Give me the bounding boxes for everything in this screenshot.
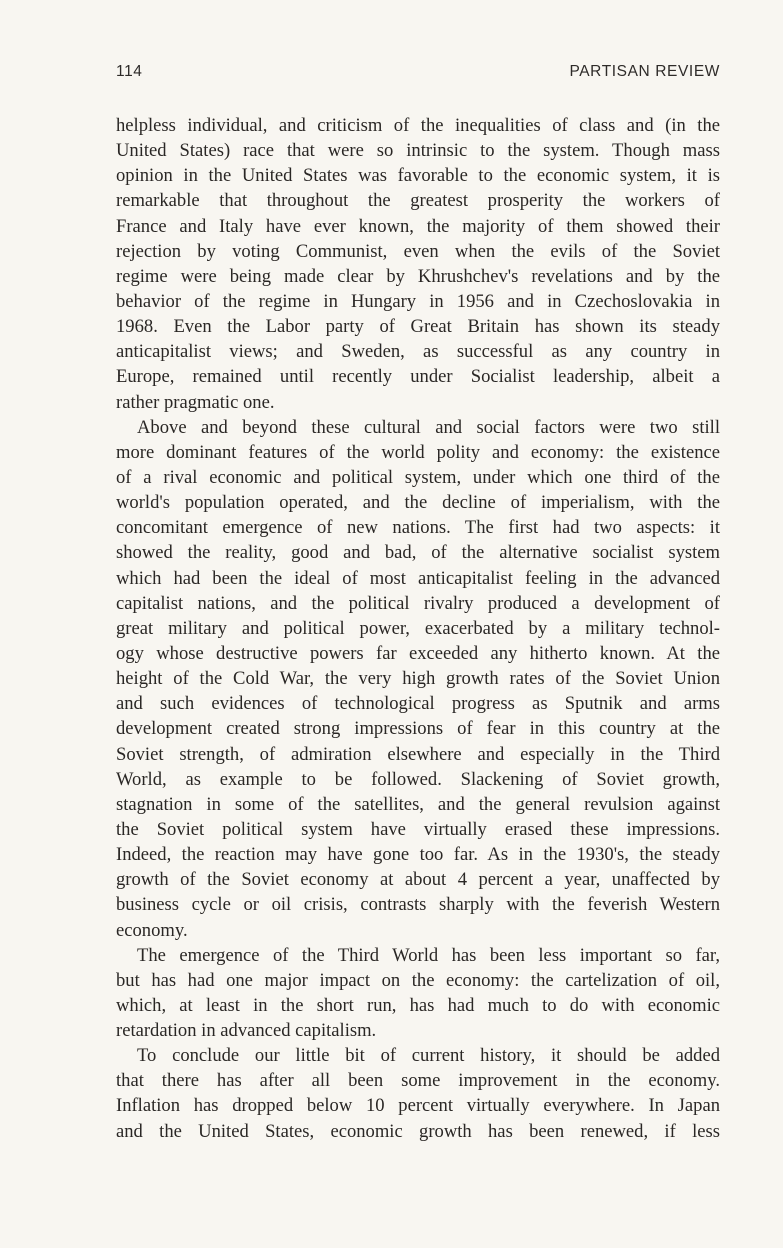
text-line: helpless individual, and criticism of the inequalities of class and (in the	[116, 115, 720, 136]
text-line: Indeed, the reaction may have gone too far. As in the 1930's, the steady	[116, 844, 720, 866]
text-line: anticapitalist views; and Sweden, as successful as any country in	[116, 341, 720, 363]
text-line: 1968. Even the Labor party of Great Britain has shown its steady	[116, 316, 720, 338]
text-line: of a rival economic and political system, under which one third of the	[116, 466, 720, 488]
text-line: World, as example to be followed. Slackening of Soviet growth,	[116, 768, 720, 790]
text-line: which had been the ideal of most anticapitalist feeling in the advanced	[116, 567, 720, 589]
text-line: capitalist nations, and the political rivalry produced a development of	[116, 592, 720, 614]
body-text	[116, 113, 720, 1144]
text-line: and such evidences of technological progress as Sputnik and arms	[116, 693, 720, 715]
paragraph	[116, 113, 720, 415]
text-line: rather pragmatic one.	[116, 391, 275, 413]
text-line: United States) race that were so intrinsic to the system. Though mass	[116, 140, 720, 162]
paragraph	[116, 1043, 720, 1144]
text-line: The emergence of the Third World has been less important so far,	[137, 944, 720, 966]
text-line: and the United States, economic growth has been renewed, if less	[116, 1120, 720, 1142]
text-line: France and Italy have ever known, the majority of them showed their	[116, 215, 720, 237]
text-line: behavior of the regime in Hungary in 1956 and in Czechoslovakia in	[116, 290, 720, 312]
text-line: opinion in the United States was favorable to the economic system, it is	[116, 165, 720, 187]
text-line: rejection by voting Communist, even when the evils of the Soviet	[116, 240, 720, 262]
text-line: To conclude our little bit of current history, it should be added	[137, 1045, 720, 1067]
text-line: ogy whose destructive powers far exceeded any hitherto known. At the	[116, 642, 720, 664]
text-line: remarkable that throughout the greatest prosperity the workers of	[116, 190, 720, 212]
text-line: height of the Cold War, the very high growth rates of the Soviet Union	[116, 668, 720, 690]
text-line: Above and beyond these cultural and social factors were two still	[137, 416, 720, 438]
text-line: more dominant features of the world polity and economy: the existence	[116, 441, 720, 463]
text-line: development created strong impressions of fear in this country at the	[116, 718, 720, 740]
text-line: Inflation has dropped below 10 percent virtually everywhere. In Japan	[116, 1095, 720, 1117]
text-line: retardation in advanced capitalism.	[116, 1020, 377, 1042]
text-line: concomitant emergence of new nations. The first had two aspects: it	[116, 517, 720, 539]
text-line: Europe, remained until recently under Socialist leadership, albeit a	[116, 366, 720, 388]
text-line: great military and political power, exacerbated by a military technol-	[116, 617, 720, 639]
text-line: which, at least in the short run, has had much to do with economic	[116, 994, 720, 1016]
text-line: economy.	[116, 919, 188, 941]
page-number: 114	[116, 63, 143, 80]
text-line: that there has after all been some improvement in the economy.	[116, 1070, 720, 1092]
text-line: but has had one major impact on the economy: the cartelization of oil,	[116, 969, 720, 991]
text-line: the Soviet political system have virtually erased these impressions.	[116, 818, 720, 840]
paragraph	[116, 943, 720, 1044]
text-line: showed the reality, good and bad, of the alternative socialist system	[116, 542, 720, 564]
text-line: regime were being made clear by Khrushchev's revelations and by the	[116, 265, 720, 287]
text-line: business cycle or oil crisis, contrasts sharply with the feverish Western	[116, 894, 720, 916]
text-line: Soviet strength, of admiration elsewhere and especially in the Third	[116, 743, 720, 765]
journal-title: PARTISAN REVIEW	[569, 63, 720, 80]
text-line: growth of the Soviet economy at about 4 percent a year, unaffected by	[116, 869, 720, 891]
paragraph	[116, 415, 720, 943]
text-line: world's population operated, and the decline of imperialism, with the	[116, 492, 720, 514]
running-head	[116, 63, 720, 81]
text-line: stagnation in some of the satellites, and the general revulsion against	[116, 793, 720, 815]
